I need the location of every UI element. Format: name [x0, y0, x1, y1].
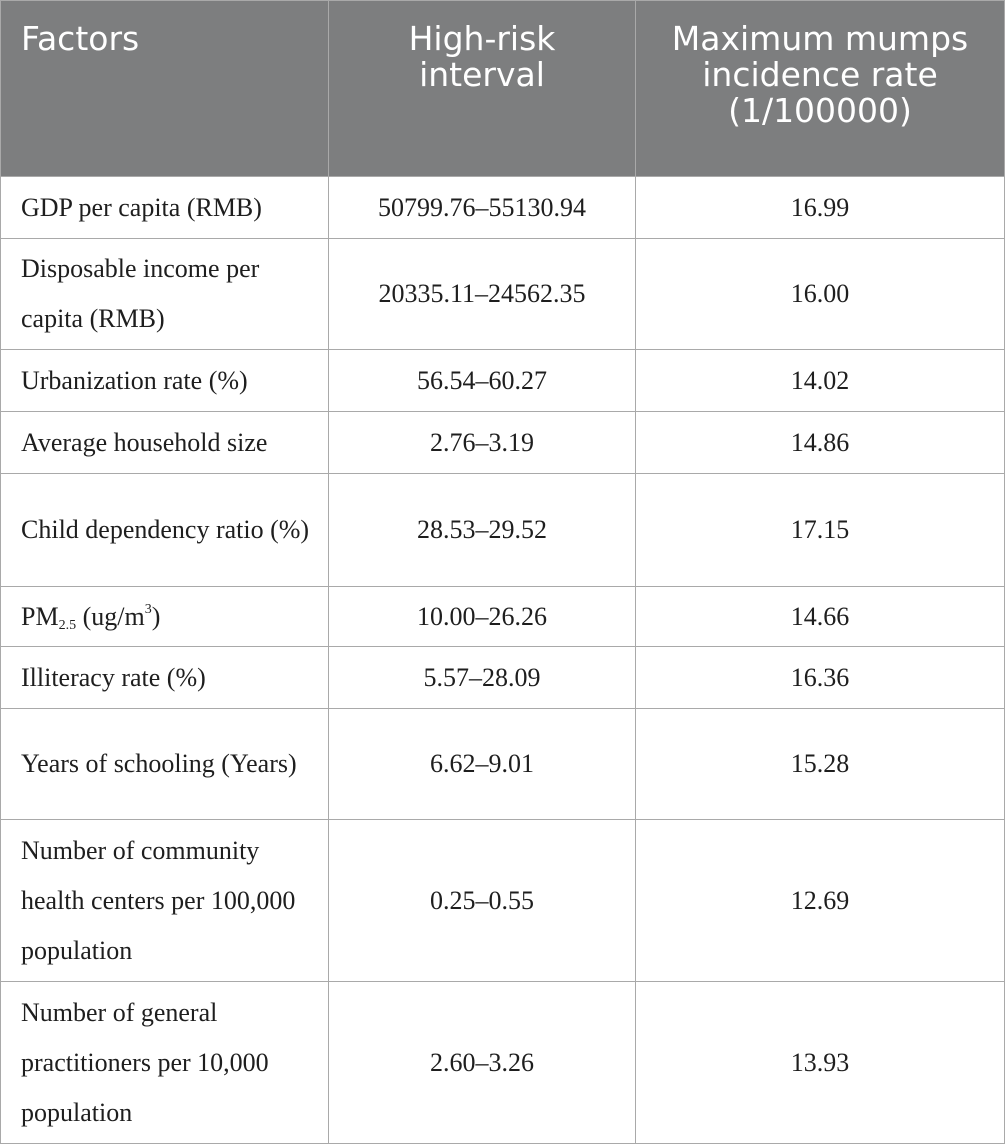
rate-cell: 16.99: [636, 177, 1005, 239]
rate-cell: 15.28: [636, 709, 1005, 820]
factor-cell: Child dependency ratio (%): [1, 474, 329, 587]
interval-cell: 50799.76–55130.94: [329, 177, 636, 239]
interval-cell: 2.60–3.26: [329, 982, 636, 1144]
table-row: [1, 820, 1005, 982]
table-row: [1, 177, 1005, 239]
interval-cell: 2.76–3.19: [329, 412, 636, 474]
interval-cell: 6.62–9.01: [329, 709, 636, 820]
interval-cell: 56.54–60.27: [329, 350, 636, 412]
rate-cell: 14.02: [636, 350, 1005, 412]
rate-cell: 12.69: [636, 820, 1005, 982]
table-row: [1, 474, 1005, 587]
factor-pm-subscript: 2.5: [58, 617, 77, 633]
interval-cell: 10.00–26.26: [329, 587, 636, 647]
header-factors: [1, 1, 329, 177]
rate-cell: 16.00: [636, 239, 1005, 350]
rate-cell: 16.36: [636, 647, 1005, 709]
factor-pm-suffix: ): [151, 601, 161, 631]
rate-cell: 14.86: [636, 412, 1005, 474]
header-factors-label: Factors: [21, 19, 140, 58]
factor-cell: Urbanization rate (%): [1, 350, 329, 412]
table-row: [1, 350, 1005, 412]
rate-cell: 13.93: [636, 982, 1005, 1144]
header-rate-line-2: incidence rate: [702, 55, 938, 94]
header-interval-line-1: High-risk: [408, 19, 556, 58]
interval-cell: 28.53–29.52: [329, 474, 636, 587]
table-row: [1, 412, 1005, 474]
table-header-row: [1, 1, 1005, 177]
factor-cell: Illiteracy rate (%): [1, 647, 329, 709]
factor-cell: Disposable income per capita (RMB): [1, 239, 329, 350]
rate-cell: 17.15: [636, 474, 1005, 587]
factor-pm-superscript: 3: [144, 601, 152, 617]
factor-pm-prefix: PM: [21, 601, 59, 631]
factor-cell: Number of general practitioners per 10,000 population: [1, 982, 329, 1144]
table-row: [1, 647, 1005, 709]
factor-cell: Number of community health centers per 100,000 population: [1, 820, 329, 982]
rate-cell: 14.66: [636, 587, 1005, 647]
header-max-incidence-rate: [636, 1, 1005, 177]
header-rate-line-1: Maximum mumps: [671, 19, 969, 58]
factor-pm-unit: (ug/m: [76, 601, 145, 631]
factor-cell-pm25: [1, 587, 329, 647]
interval-cell: 0.25–0.55: [329, 820, 636, 982]
interval-cell: 20335.11–24562.35: [329, 239, 636, 350]
header-interval-line-2: interval: [419, 55, 545, 94]
header-rate-line-3: (1/100000): [728, 91, 912, 130]
factor-cell: Average household size: [1, 412, 329, 474]
header-high-risk-interval: [329, 1, 636, 177]
table-row: [1, 587, 1005, 647]
table-row: [1, 709, 1005, 820]
factor-cell: GDP per capita (RMB): [1, 177, 329, 239]
factor-cell: Years of schooling (Years): [1, 709, 329, 820]
table-row: [1, 982, 1005, 1144]
table-row: [1, 239, 1005, 350]
interval-cell: 5.57–28.09: [329, 647, 636, 709]
